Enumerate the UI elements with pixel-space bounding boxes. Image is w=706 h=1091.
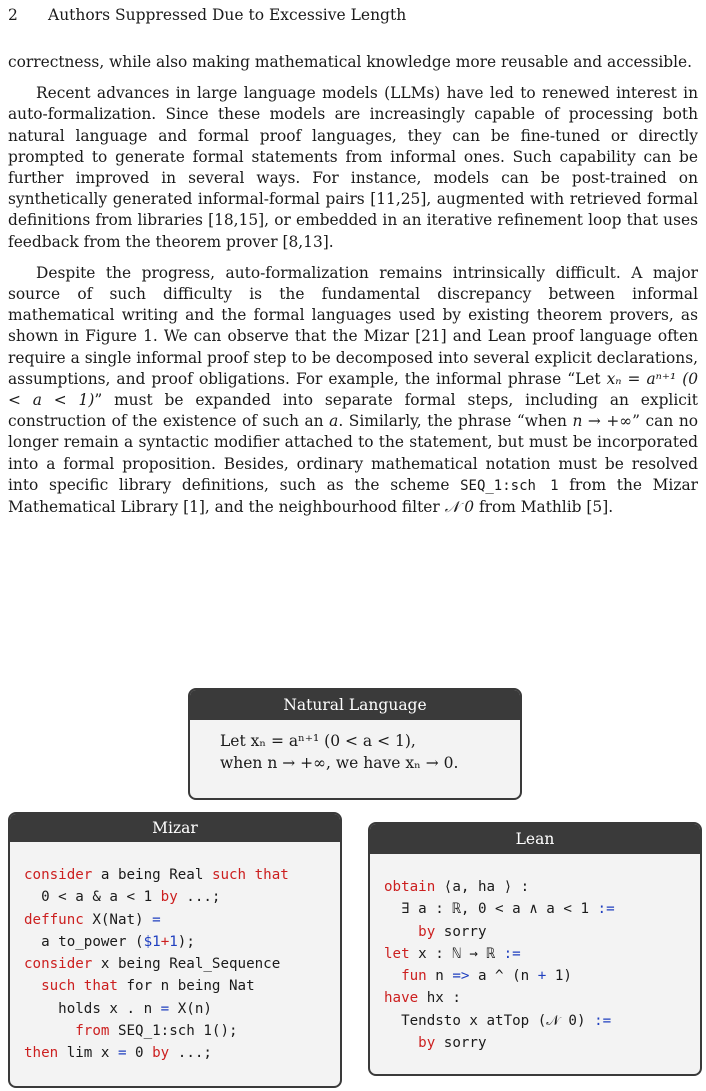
- keyword: obtain: [384, 879, 436, 895]
- code-text: holds x . n: [24, 1000, 161, 1017]
- mizar-title: Mizar: [10, 814, 340, 842]
- code-text: a to_power (: [24, 933, 144, 950]
- natural-language-line: when n → +∞, we have xₙ → 0.: [220, 754, 459, 772]
- keyword: consider: [24, 867, 93, 883]
- operator: =: [117, 1045, 127, 1062]
- inline-math: n → +∞: [572, 412, 633, 431]
- keyword: by: [152, 1045, 170, 1062]
- paragraph-3-text: from Mathlib [5].: [474, 498, 614, 517]
- code-text: n: [426, 968, 453, 985]
- keyword: by: [418, 923, 436, 940]
- code-text: X(Nat): [83, 911, 153, 928]
- code-text: X(n): [169, 1000, 212, 1017]
- paragraph-3-text: Despite the progress, auto-formalization remains intrinsically difficult. A major source of such difficulty is the fundamental discrepancy between informal mathematical writing and the formal languages used by existing theorem provers, as shown in Figure 1. We can observe that the Mizar [21] and Lean proof language often require a single informal proof step to be decomposed into several explicit declarations, assumptions, and proof obligations. For example, the informal phrase “Let: [8, 263, 698, 388]
- lean-box: [368, 822, 702, 1076]
- code-text: hx :: [418, 990, 461, 1007]
- inline-math: xₙ = aⁿ⁺¹ (0 < a < 1): [8, 369, 698, 410]
- code-text: ...;: [177, 889, 221, 906]
- keyword: by: [418, 1035, 436, 1052]
- keyword: let: [384, 945, 410, 962]
- code-text: [118, 978, 127, 994]
- code-text: );: [177, 933, 195, 950]
- mizar-box: [8, 812, 342, 1088]
- code-text: a ^ (n: [469, 968, 538, 985]
- operator: 1: [169, 933, 178, 950]
- code-text: 1): [546, 968, 572, 985]
- keyword: deffunc: [24, 911, 84, 928]
- code-text: lim x: [58, 1045, 118, 1062]
- operator: =>: [452, 968, 470, 985]
- natural-language-line: Let xₙ = aⁿ⁺¹ (0 < a < 1),: [220, 732, 416, 750]
- keyword: consider: [24, 956, 93, 973]
- paragraph-3: [8, 263, 698, 518]
- running-title: Authors Suppressed Due to Excessive Length: [48, 6, 407, 24]
- operator: :=: [597, 901, 615, 918]
- code-text: ∃ a : ℝ, 0 < a ∧ a < 1: [384, 901, 598, 918]
- operator: +: [537, 968, 547, 985]
- mizar-code: [10, 842, 340, 1065]
- inline-code: SEQ_1:sch 1: [460, 477, 559, 494]
- inline-math: 𝒩 0: [444, 498, 475, 517]
- page-number: 2: [8, 6, 18, 24]
- code-text: Tendsto x atTop (𝒩 0): [384, 1012, 595, 1029]
- code-text: [384, 924, 418, 940]
- code-text: x : ℕ → ℝ: [409, 945, 504, 962]
- code-text: n being Nat: [152, 978, 255, 995]
- inline-math: a: [329, 412, 339, 431]
- paragraph-3-text: ” must be expanded into separate formal steps, including an explicit construction of the existence of such an: [8, 391, 698, 431]
- code-text: a being Real: [92, 867, 212, 883]
- keyword: by: [160, 889, 178, 906]
- paragraph-3-text: ” can no longer remain a syntactic modifier attached to the statement, but must be incorporated into a formal proposition. Besides, ordinary mathematical notation must be resolved into specific library definitions, such as the scheme: [8, 412, 699, 494]
- code-text: 0 < a & a < 1: [24, 889, 161, 906]
- operator: +: [160, 933, 170, 950]
- code-text: ...;: [169, 1045, 212, 1062]
- paragraph-3-text: from the Mizar Mathematical Library [1], and the neighbourhood filter: [8, 475, 698, 517]
- body-text: [8, 52, 698, 528]
- keyword: fun: [401, 968, 427, 985]
- lean-title: Lean: [370, 824, 700, 854]
- paragraph-1: correctness, while also making mathematical knowledge more reusable and accessible.: [8, 53, 693, 71]
- code-text: sorry: [435, 923, 487, 940]
- code-text: x being Real_Sequence: [92, 956, 281, 973]
- code-text: sorry: [435, 1035, 487, 1052]
- operator: $1: [143, 933, 161, 950]
- paragraph-2: Recent advances in large language models (LLMs) have led to renewed interest in auto-formalization. Since these models are increasingly capable of processing both natural language and formal proof languages, they can be fine-tuned or directly prompted to generate formal statements from informal ones. Such capability can be further improved in several ways. For instance, models can be post-trained on synthetically generated informal-formal pairs [11,25], augmented with retrieved formal definitions from libraries [18,15], or embedded in an iterative refinement loop that uses feedback from the theorem prover [8,13].: [8, 84, 698, 251]
- code-text: [24, 978, 41, 994]
- operator: :=: [594, 1012, 612, 1029]
- code-text: ⟨a, ha ⟩ :: [435, 879, 530, 895]
- code-text: [24, 1023, 75, 1039]
- operator: =: [152, 911, 161, 928]
- keyword: from: [75, 1023, 110, 1040]
- paragraph-3-text: . Similarly, the phrase “when: [338, 412, 573, 431]
- natural-language-content: [190, 720, 520, 774]
- code-text: 0: [126, 1045, 153, 1062]
- keyword: such that: [41, 978, 118, 995]
- code-text: [384, 968, 401, 984]
- operator: =: [160, 1000, 170, 1017]
- natural-language-box: [188, 688, 522, 800]
- code-text: for: [126, 978, 153, 995]
- code-text: SEQ_1:sch 1();: [109, 1023, 238, 1040]
- lean-code: [370, 854, 700, 1054]
- code-text: [384, 1035, 418, 1051]
- keyword: have: [384, 990, 419, 1007]
- keyword: such that: [211, 867, 289, 883]
- natural-language-title: Natural Language: [190, 690, 520, 720]
- keyword: then: [24, 1045, 59, 1062]
- operator: :=: [503, 945, 521, 962]
